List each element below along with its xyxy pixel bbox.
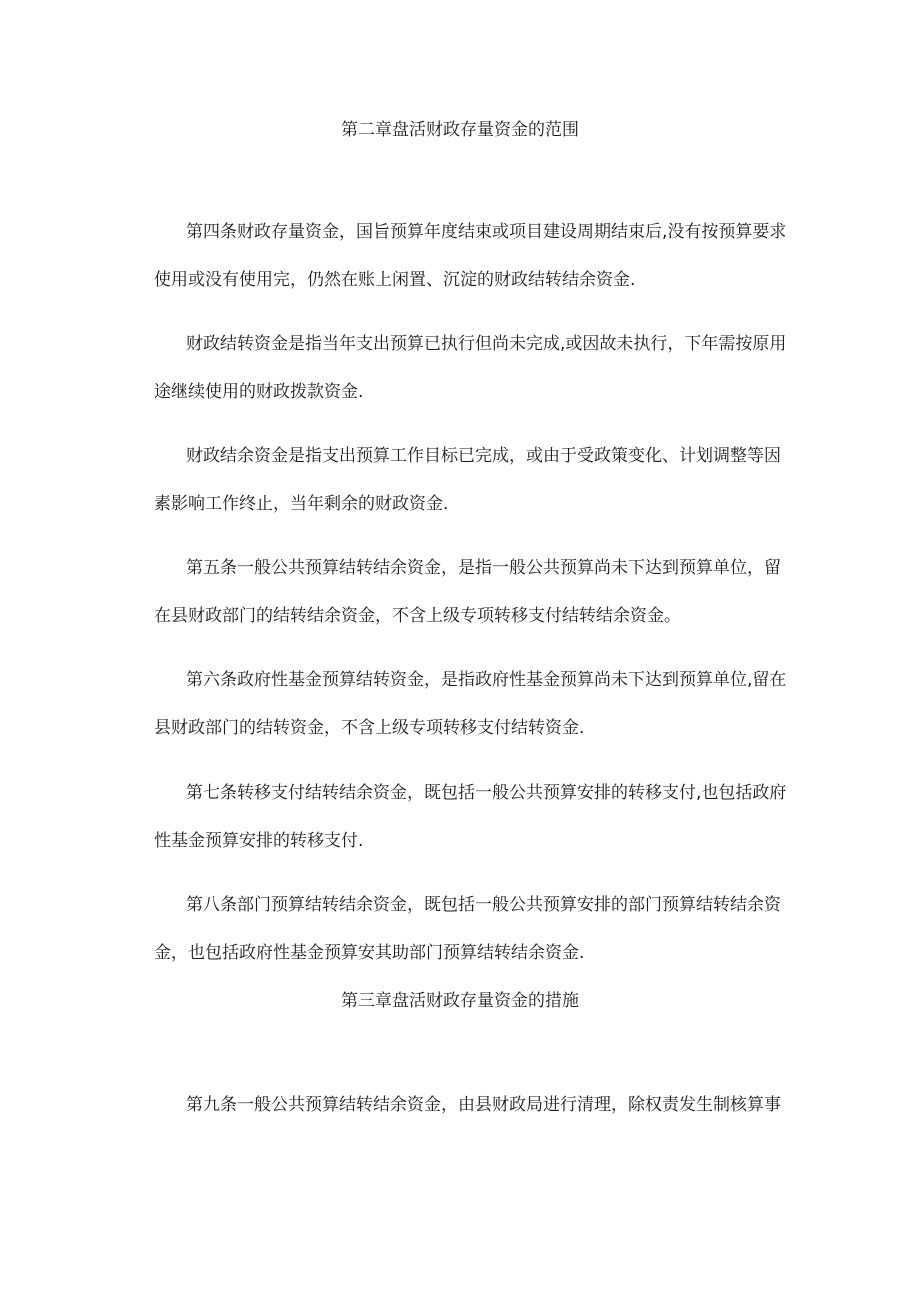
article-6-line-1: 第六条政府性基金预算结转资金，是指政府性基金预算尚未下达到预算单位,留在: [186, 670, 787, 690]
carryover-funds-line-2: 途继续使用的财政拨款资金.: [154, 382, 364, 402]
article-7-line-1: 第七条转移支付结转结余资金，既包括一般公共预算安排的转移支付,也包括政府: [186, 783, 787, 803]
article-4-line-1: 第四条财政存量资金，国旨预算年度结束或项目建设周期结束后,没有按预算要求: [186, 222, 787, 242]
carryover-funds-line-1: 财政结转资金是指当年支出预算已执行但尚未完成,或因故未执行，下年需按原用: [186, 334, 787, 354]
article-6-line-2: 县财政部门的结转资金，不含上级专项转移支付结转资金.: [154, 718, 585, 738]
chapter-2-title: 第二章盘活财政存量资金的范围: [341, 120, 579, 140]
article-7-line-2: 性基金预算安排的转移支付.: [154, 831, 364, 851]
article-4-line-2: 使用或没有使用完，仍然在账上闲置、沉淀的财政结转结余资金.: [154, 270, 636, 290]
surplus-funds-line-1: 财政结余资金是指支出预算工作目标已完成，或由于受政策变化、计划调整等因: [186, 446, 781, 466]
article-5-line-2: 在县财政部门的结转结余资金，不含上级专项转移支付结转结余资金。: [154, 606, 681, 626]
article-5-line-1: 第五条一般公共预算结转结余资金，是指一般公共预算尚未下达到预算单位，留: [186, 558, 781, 578]
article-8-line-2: 金，也包括政府性基金预算安其助部门预算结转结余资金.: [154, 943, 585, 963]
article-9-line-1: 第九条一般公共预算结转结余资金，由县财政局进行清理，除权责发生制核算事: [186, 1095, 781, 1115]
article-8-line-1: 第八条部门预算结转结余资金，既包括一般公共预算安排的部门预算结转结余资: [186, 895, 781, 915]
chapter-3-title: 第三章盘活财政存量资金的措施: [341, 991, 579, 1011]
surplus-funds-line-2: 素影响工作终止，当年剩余的财政资金.: [154, 494, 449, 514]
